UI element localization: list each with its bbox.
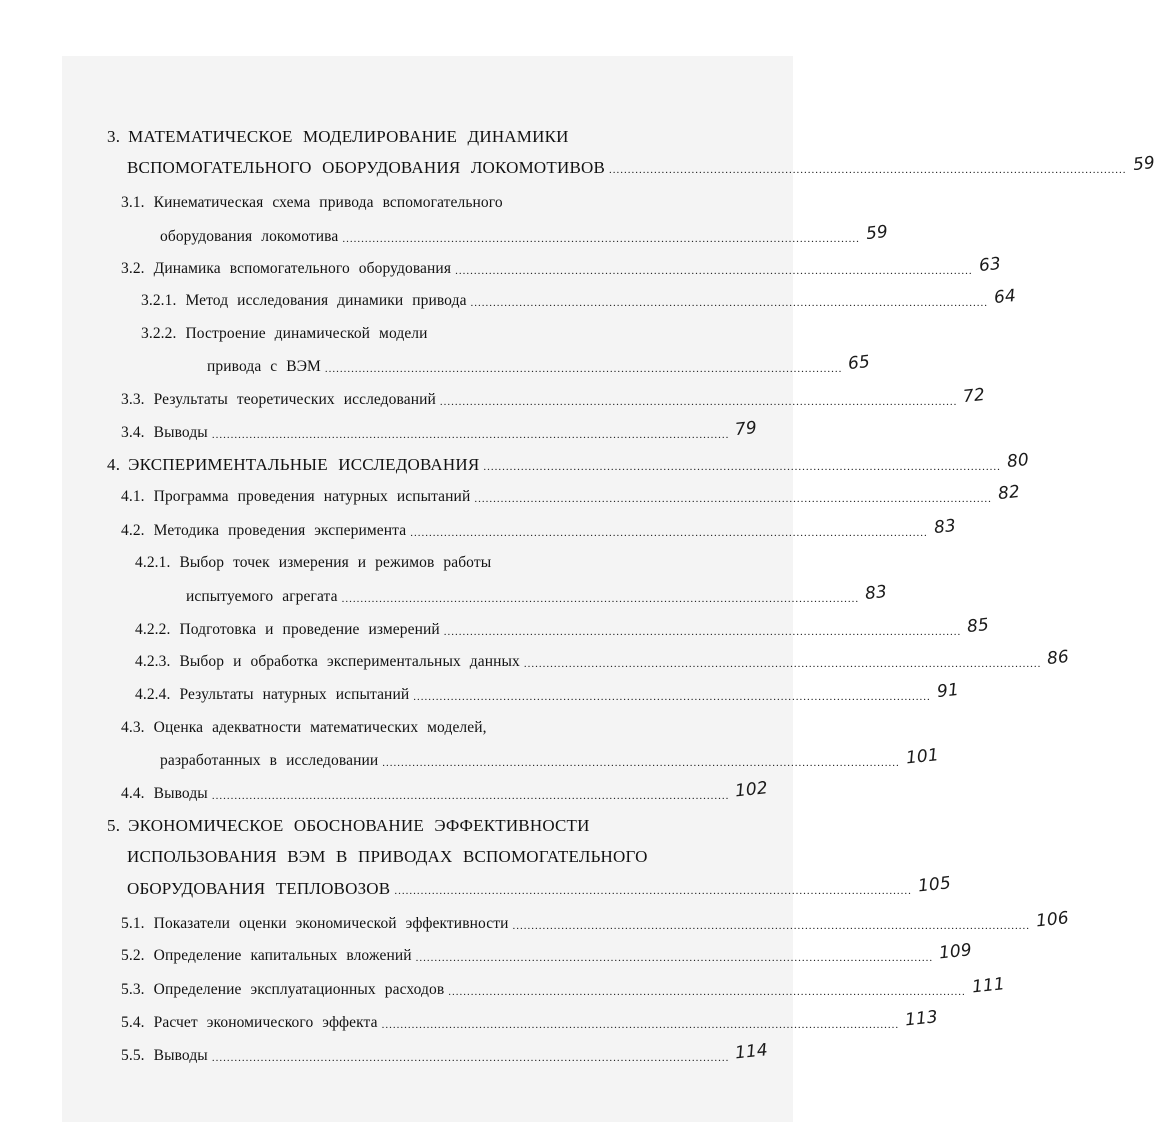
toc-entry — [186, 581, 888, 612]
toc-page-number: 79 — [734, 417, 759, 441]
toc-number: 5.5. — [121, 1047, 145, 1064]
toc-page-number: 82 — [996, 481, 1021, 505]
toc-title: Выводы — [153, 1047, 208, 1064]
toc-title: привода с ВЭМ — [207, 358, 321, 375]
toc-number: 3.3. — [121, 391, 145, 408]
toc-title: Выбор точек измерения и режимов работы — [179, 554, 492, 571]
toc-number: 4. — [107, 455, 121, 474]
toc-entry — [121, 188, 721, 218]
toc-title: Результаты натурных испытаний — [179, 686, 410, 703]
toc-number: 4.2.3. — [135, 653, 171, 670]
toc-entry — [135, 646, 1071, 677]
toc-number: 4.3. — [121, 719, 145, 736]
toc-number: 5.2. — [121, 947, 145, 964]
toc-number: 4.4. — [121, 785, 145, 802]
toc-title: разработанных в исследовании — [160, 752, 379, 769]
toc-page-number: 106 — [1035, 908, 1070, 932]
toc-page-number: 105 — [916, 873, 952, 897]
leader-dots: .......................................................................................................................................... — [415, 952, 934, 964]
toc-number: 5.4. — [121, 1014, 145, 1031]
toc-title: Выводы — [153, 424, 208, 441]
leader-dots: .......................................................................................................................................... — [382, 757, 900, 769]
toc-entry — [121, 481, 1021, 512]
toc-number: 5. — [107, 816, 121, 835]
toc-title: Выбор и обработка экспериментальных данных — [179, 653, 520, 670]
toc-number: 3.4. — [121, 424, 145, 441]
toc-page-number: 72 — [962, 384, 987, 408]
toc-entry — [107, 122, 727, 152]
toc-entry — [121, 253, 1002, 284]
toc-entry — [121, 908, 1070, 939]
toc-entry — [107, 449, 1030, 480]
toc-title: Метод исследования динамики привода — [185, 292, 467, 309]
leader-dots: .......................................................................................................................................... — [394, 885, 912, 897]
leader-dots: .......................................................................................................................................... — [410, 527, 928, 539]
toc-number: 5.1. — [121, 915, 145, 932]
toc-entry — [121, 384, 987, 415]
toc-page-number: 102 — [734, 778, 770, 802]
toc-title: Выводы — [153, 785, 208, 802]
toc-page-number: 85 — [966, 614, 991, 638]
toc-title: оборудования локомотива — [160, 228, 339, 245]
toc-title: Подготовка и проведение измерений — [179, 621, 440, 638]
toc-page-number: 86 — [1046, 646, 1071, 670]
toc-title: Оценка адекватности математических моделей, — [153, 719, 487, 736]
toc-number: 4.2.2. — [135, 621, 171, 638]
toc-page-number: 101 — [904, 745, 940, 769]
toc-page-number: 111 — [970, 974, 1006, 998]
toc-page-number: 63 — [977, 253, 1002, 277]
toc-number: 3.2. — [121, 260, 145, 277]
toc-title: МАТЕМАТИЧЕСКОЕ МОДЕЛИРОВАНИЕ ДИНАМИКИ — [128, 127, 569, 146]
toc-number: 4.1. — [121, 488, 145, 505]
leader-dots: .......................................................................................................................................... — [342, 233, 860, 245]
toc-title: испытуемого агрегата — [186, 588, 338, 605]
toc-title: ИСПОЛЬЗОВАНИЯ ВЭМ В ПРИВОДАХ ВСПОМОГАТЕЛЬНОГО — [127, 847, 648, 866]
leader-dots: .......................................................................................................................................... — [523, 658, 1042, 670]
leader-dots: .......................................................................................................................................... — [381, 1019, 900, 1031]
leader-dots: .......................................................................................................................................... — [448, 986, 966, 998]
toc-page-number: 64 — [993, 285, 1017, 309]
leader-dots: .......................................................................................................................................... — [512, 920, 1030, 932]
toc-entry — [127, 842, 737, 872]
toc-page-number: 109 — [938, 940, 973, 964]
toc-entry — [121, 1007, 939, 1038]
toc-number: 3.2.2. — [141, 325, 177, 342]
toc-entry — [127, 873, 952, 904]
toc-number: 4.2.1. — [135, 554, 171, 571]
toc-page-number: 80 — [1005, 449, 1030, 473]
toc-entry — [121, 778, 770, 809]
toc-entry — [160, 221, 889, 252]
toc-title: Определение эксплуатационных расходов — [153, 981, 445, 998]
toc-title: Результаты теоретических исследований — [153, 391, 436, 408]
toc-entry — [141, 319, 701, 349]
leader-dots: .......................................................................................................................................... — [455, 265, 973, 277]
toc-page-number: 65 — [847, 351, 872, 375]
toc-title: ЭКОНОМИЧЕСКОЕ ОБОСНОВАНИЕ ЭФФЕКТИВНОСТИ — [128, 816, 590, 835]
leader-dots: .......................................................................................................................................... — [211, 1052, 730, 1064]
leader-dots: .......................................................................................................................................... — [211, 429, 730, 441]
toc-entry — [121, 515, 957, 546]
leader-dots: .......................................................................................................................................... — [324, 363, 843, 375]
toc-page-number: 83 — [864, 581, 888, 605]
toc-page-number: 114 — [734, 1040, 770, 1064]
toc-entry — [141, 285, 1017, 316]
toc-number: 4.2. — [121, 522, 145, 539]
toc-title: Динамика вспомогательного оборудования — [153, 260, 452, 277]
leader-dots: .......................................................................................................................................... — [443, 626, 962, 638]
toc-page-number: 91 — [935, 679, 960, 703]
toc-entry — [207, 351, 872, 382]
toc-number: 3.1. — [121, 194, 145, 211]
toc-entry — [135, 614, 991, 645]
leader-dots: .......................................................................................................................................... — [470, 297, 989, 309]
toc-number: 3.2.1. — [141, 292, 177, 309]
toc-page-number: 59 — [864, 221, 889, 245]
toc-entry — [121, 974, 1006, 1005]
toc-title: ВСПОМОГАТЕЛЬНОГО ОБОРУДОВАНИЯ ЛОКОМОТИВОВ — [127, 158, 606, 177]
toc-entry — [121, 713, 701, 743]
toc-entry — [121, 1040, 770, 1071]
toc-number: 3. — [107, 127, 121, 146]
leader-dots: .......................................................................................................................................... — [413, 691, 931, 703]
leader-dots: .......................................................................................................................................... — [341, 593, 860, 605]
toc-title: Показатели оценки экономической эффективности — [153, 915, 509, 932]
toc-title: Расчет экономического эффекта — [153, 1014, 378, 1031]
toc-title: Программа проведения натурных испытаний — [153, 488, 471, 505]
toc-entry — [121, 940, 973, 971]
toc-entry — [135, 679, 960, 710]
toc-entry — [107, 811, 727, 841]
toc-page-number: 59 — [1131, 152, 1156, 176]
toc-title: Определение капитальных вложений — [153, 947, 412, 964]
toc-title: Кинематическая схема привода вспомогательного — [153, 194, 503, 211]
leader-dots: .......................................................................................................................................... — [439, 396, 958, 408]
toc-title: Методика проведения эксперимента — [153, 522, 407, 539]
toc-entry — [121, 417, 759, 448]
toc-title: Построение динамической модели — [185, 325, 428, 342]
leader-dots: .......................................................................................................................................... — [211, 790, 730, 802]
leader-dots: .......................................................................................................................................... — [483, 461, 1001, 473]
toc-page-number: 113 — [904, 1007, 939, 1031]
toc-title: ОБОРУДОВАНИЯ ТЕПЛОВОЗОВ — [127, 879, 391, 898]
toc-entry — [135, 548, 695, 578]
leader-dots: .......................................................................................................................................... — [609, 164, 1127, 176]
toc-entry — [160, 745, 940, 776]
toc-number: 4.2.4. — [135, 686, 171, 703]
toc-page-number: 83 — [932, 515, 957, 539]
toc-title: ЭКСПЕРИМЕНТАЛЬНЫЕ ИССЛЕДОВАНИЯ — [128, 455, 480, 474]
toc-entry — [127, 152, 1156, 183]
toc-number: 5.3. — [121, 981, 145, 998]
leader-dots: .......................................................................................................................................... — [474, 493, 992, 505]
